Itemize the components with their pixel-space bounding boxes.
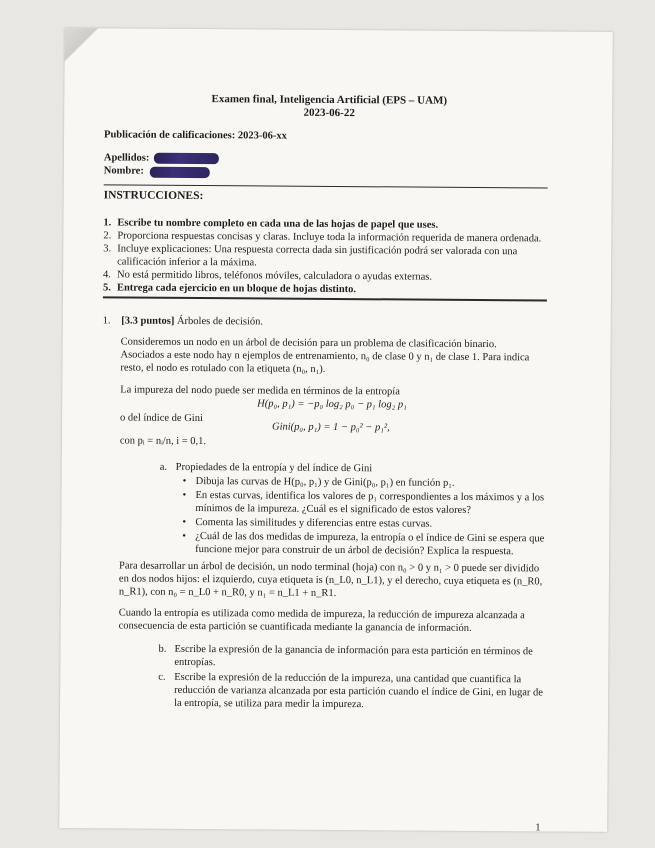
exam-title: Examen final, Inteligencia Artificial (EPS – UAM)	[211, 93, 448, 107]
split-paragraph: Para desarrollar un árbol de decisión, un nodo terminal (hoja) con n₀ > 0 y n₁ > 0 puede ser dividido en dos nodos hijos: el izquierdo, cuya etiqueta is (n_L0, n_L1), y el derecho, cuya etiqueta es (n_R0, n_R1), con n₀ = n_L0 + n_R0, y n₁ = n_L1 + n_R1.	[118, 560, 543, 600]
bullet-item: • En estas curvas, identifica los valores de p₁ correspondientes a los máximos y a los mínimos de la impureza. ¿Cuál es el significado de estos valores?	[179, 489, 549, 518]
exam-date: 2023-06-22	[303, 106, 355, 120]
gain-paragraph: Cuando la entropía es utilizada como medida de impureza, la reducción de impureza alcanzada a consecuencia de esta partición se cuantificada mediante la ganancia de información.	[118, 607, 525, 634]
instructions-list	[103, 216, 554, 297]
page-fold-corner	[65, 28, 99, 62]
part-a-heading: a. Propiedades de la entropía y del índice de Gini	[159, 461, 373, 475]
question-1-header	[103, 314, 263, 328]
part-c: c. Escribe la expresión de la reducción de la impureza, una cantidad que cuantifica la reducción de varianza alcanzada por esta partición cuando el índice de Gini, en lugar de la entropía, se utiliza para medir la impureza.	[158, 671, 544, 711]
gini-intro: o del índice de Gini	[120, 412, 203, 425]
bullet-item: • ¿Cuál de las dos medidas de impureza, la entropía o el índice de Gini se espera que funcione mejor para construir de un árbol de decisión? Explica la respuesta.	[179, 530, 549, 559]
question-topic: Árboles de decisión.	[176, 315, 264, 328]
header-divider	[104, 184, 548, 188]
surname-redaction	[154, 153, 219, 164]
surname-label: Apellidos:	[103, 152, 150, 164]
instruction-item: 3. Incluye explicaciones: Una respuesta correcta dada sin justificación podrá ser valorada con una calificación inferior a la máxima.	[103, 243, 518, 269]
parts-b-c	[158, 643, 548, 715]
bullet-item: • Dibuja las curvas de H(p₀, p₁) y de Gini(p₀, p₁) en función p₁.	[180, 475, 550, 491]
instruction-item: 1. Escribe tu nombre completo en cada una de las hojas de papel que uses.	[103, 217, 439, 231]
page-content	[65, 28, 613, 834]
instructions-heading: INSTRUCCIONES:	[103, 189, 204, 203]
instruction-item: 4. No está permitido libros, teléfonos móviles, calculadora o ayudas externas.	[103, 269, 433, 283]
part-a-bullets	[179, 475, 550, 560]
part-b: b. Escribe la expresión de la ganancia de información para esta partición en términos de entropías.	[158, 643, 533, 669]
probability-definition: con pᵢ = nᵢ/n, i = 0,1.	[119, 435, 207, 448]
instruction-item: 2. Proporciona respuestas concisas y claras. Incluye toda la información requerida de manera ordenada.	[103, 230, 542, 245]
publication-date: Publicación de calificaciones: 2023-06-xx	[104, 129, 287, 142]
bullet-item: • Comenta las similitudes y diferencias entre estas curvas.	[179, 516, 549, 532]
question-number: 1.	[102, 315, 111, 327]
name-redaction	[150, 167, 210, 178]
instructions-divider	[103, 296, 547, 301]
name-label: Nombre:	[103, 165, 144, 177]
entropy-intro: La impureza del nodo puede ser medida en términos de la entropía	[120, 384, 400, 398]
gini-formula: Gini(p₀, p₁) = 1 − p₀² − p₁²,	[271, 421, 390, 434]
instruction-item: 5. Entrega cada ejercicio en un bloque de hojas distinto.	[102, 282, 357, 296]
page-number: 1	[535, 822, 541, 834]
entropy-formula: H(p₀, p₁) = −p₀ log₂ p₀ − p₁ log₂ p₁	[257, 398, 407, 411]
question-points: [3.3 puntos]	[121, 315, 175, 327]
intro-line-1: Consideremos un nodo en un árbol de decisión para un problema de clasificación binario.	[120, 336, 497, 351]
intro-paragraph: Asociados a este nodo hay n ejemplos de entrenamiento, n₀ de clase 0 y n₁ de clase 1. Para indica resto, el nodo es rotulado con la etiqueta (n₀, n₁).	[120, 349, 530, 375]
exam-page	[59, 28, 613, 832]
